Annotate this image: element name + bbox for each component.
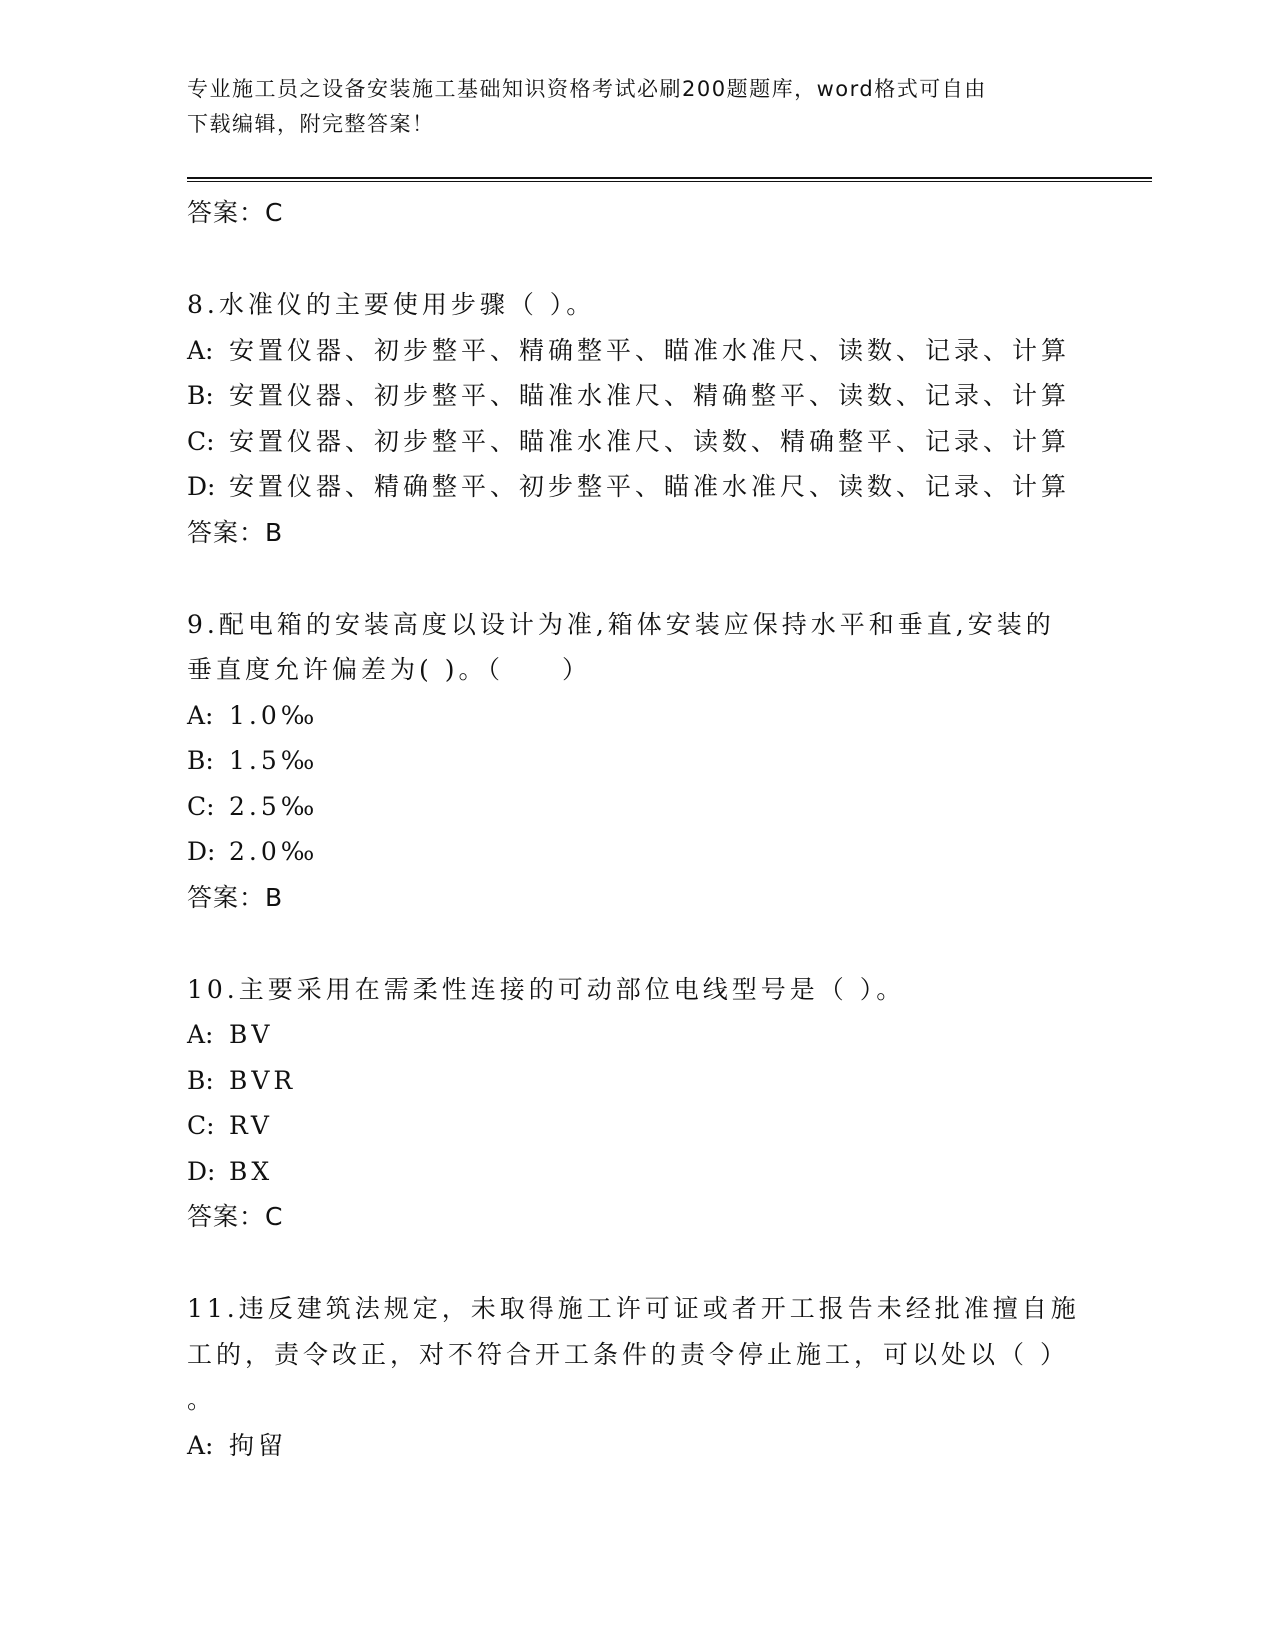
- option-letter: D:: [187, 1156, 216, 1186]
- question-text: 10.主要采用在需柔性连接的可动部位电线型号是（ ）。: [187, 974, 906, 1004]
- answer-line: 答案：C: [187, 1202, 284, 1231]
- option-text: 安置仪器、初步整平、瞄准水准尺、精确整平、读数、记录、计算: [229, 381, 1071, 410]
- page-header: [187, 72, 1067, 142]
- option-a: [187, 328, 1087, 374]
- question-9: [187, 602, 1087, 921]
- option-c: [187, 419, 1087, 465]
- header-divider: [187, 177, 1152, 182]
- option-letter: A:: [187, 1020, 214, 1049]
- option-d: [187, 1149, 1087, 1195]
- option-text: 安置仪器、初步整平、瞄准水准尺、读数、精确整平、记录、计算: [229, 426, 1071, 456]
- answer-line: 答案：B: [187, 882, 284, 912]
- option-text: 2.5‰: [229, 791, 319, 821]
- option-text: 1.5‰: [229, 746, 319, 775]
- question-text: 8.水准仪的主要使用步骤（ ）。: [187, 290, 596, 319]
- option-a: [187, 693, 1087, 739]
- option-text: 2.0‰: [229, 837, 319, 866]
- option-letter: D:: [187, 472, 216, 501]
- question-10: [187, 967, 1087, 1241]
- option-text: BX: [229, 1156, 274, 1186]
- option-text: RV: [229, 1111, 273, 1140]
- option-text: 拘留: [229, 1430, 288, 1460]
- option-letter: C:: [187, 426, 215, 456]
- option-d: [187, 829, 1087, 875]
- question-text: 11.违反建筑法规定，未取得施工许可证或者开工报告未经批准擅自施: [187, 1294, 1080, 1323]
- option-text: 1.0‰: [229, 700, 319, 730]
- option-d: [187, 464, 1087, 510]
- question-text: 工的，责令改正，对不符合开工条件的责令停止施工，可以处以（ ）: [187, 1339, 1069, 1369]
- option-letter: A:: [187, 1430, 214, 1460]
- question-text: 垂直度允许偏差为( )。（ ）: [187, 655, 591, 684]
- option-letter: D:: [187, 837, 216, 866]
- option-letter: B:: [187, 1065, 214, 1095]
- option-b: [187, 738, 1087, 784]
- option-text: BV: [229, 1020, 274, 1049]
- option-letter: C:: [187, 791, 215, 821]
- option-letter: C:: [187, 1111, 215, 1140]
- question-11: [187, 1286, 1087, 1468]
- option-b: [187, 1058, 1087, 1104]
- answer-line: 答案：C: [187, 198, 284, 227]
- option-letter: B:: [187, 746, 214, 775]
- option-letter: B:: [187, 381, 214, 410]
- option-letter: A:: [187, 335, 214, 365]
- option-text: 安置仪器、初步整平、精确整平、瞄准水准尺、读数、记录、计算: [229, 335, 1071, 365]
- question-8: [187, 282, 1087, 556]
- option-text: 安置仪器、精确整平、初步整平、瞄准水准尺、读数、记录、计算: [229, 472, 1071, 501]
- header-line-2: 下载编辑，附完整答案！: [187, 112, 435, 136]
- option-letter: A:: [187, 700, 214, 730]
- option-a: [187, 1012, 1087, 1058]
- answer-line: 答案：B: [187, 517, 284, 547]
- option-b: [187, 373, 1087, 419]
- header-line-1: 专业施工员之设备安装施工基础知识资格考试必刷200题题库，word格式可自由: [187, 77, 987, 101]
- option-c: [187, 1103, 1087, 1149]
- question-text: 9.配电箱的安装高度以设计为准,箱体安装应保持水平和垂直,安装的: [187, 609, 1055, 639]
- option-c: [187, 784, 1087, 830]
- option-a: [187, 1423, 1087, 1469]
- document-body: [187, 190, 1087, 1468]
- option-text: BVR: [229, 1065, 297, 1095]
- question-text: 。: [187, 1385, 217, 1414]
